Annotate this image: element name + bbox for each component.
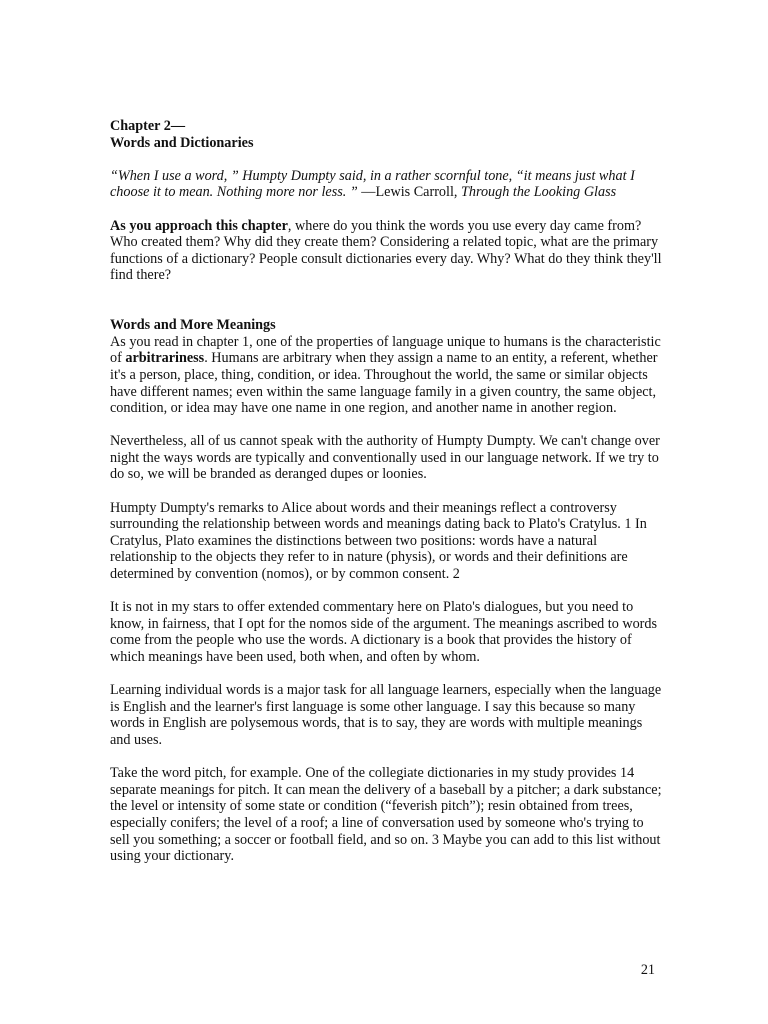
key-term: arbitrariness — [125, 350, 205, 367]
paragraph-nomos: It is not in my stars to offer extended commentary here on Plato's dialogues, but you need to know, in fairness, that I opt for the nomos side of the argument. The meanings ascribed to words come from the people who use the words. A dictionary is a book that provides the history of which meanings have been used, both when, and often by whom. — [110, 599, 658, 665]
document-page — [110, 118, 662, 881]
epigraph-source-title: Through the Looking Glass — [460, 184, 617, 201]
paragraph-humpty-authority: Nevertheless, all of us cannot speak with the authority of Humpty Dumpty. We can't change over night the ways words are typically and conventionally used in our language network. If we try to do so, we will be branded as deranged dupes or loonies. — [110, 433, 660, 483]
epigraph-quote: “When I use a word, ” Humpty Dumpty said, in a rather scornful tone, “it means just what I choose it to mean. Nothing more nor less. ” — [110, 167, 635, 201]
paragraph-text: As you read in chapter 1, one of the properties of language unique to humans is the characteristic of — [110, 333, 661, 367]
section-spacer — [110, 301, 662, 318]
section-heading: Words and More Meanings — [110, 317, 276, 334]
chapter-title: Words and Dictionaries — [110, 134, 254, 151]
chapter-number: Chapter 2— — [110, 118, 186, 134]
epigraph — [110, 168, 662, 201]
paragraph-polysemous: Learning individual words is a major task for all language learners, especially when the language is English and the learner's first language is some other language. I say this because so many words in English are polysemous words, that is to say, they are words with multiple meanings and uses. — [110, 682, 662, 748]
paragraph-cratylus: Humpty Dumpty's remarks to Alice about words and their meanings reflect a controversy surrounding the relationship between words and meanings dating back to Plato's Cratylus. 1 In Cratylus, Plato examines the distinctions between two positions: words have a natural relationship to the objects they refer to in nature (physis), or words and their definitions are determined by convention (nomos), or by common consent. 2 — [110, 499, 647, 583]
epigraph-attribution: —Lewis Carroll, — [357, 184, 461, 201]
paragraph-arbitrariness — [110, 334, 662, 417]
paragraph-pitch: Take the word pitch, for example. One of the collegiate dictionaries in my study provides 14 separate meanings for pitch. It can mean the delivery of a baseball by a pitcher; a dark substance; the level or intensity of some state or condition (“feverish pitch”); resin obtained from trees, especially conifers; the level of a roof; a line of conversation used by someone who's trying to sell you something; a soccer or football field, and so on. 3 Maybe you can add to this list without using your dictionary. — [110, 765, 662, 865]
paragraph-text: . Humans are arbitrary when they assign a name to an entity, a referent, whether it's a person, place, thing, condition, or idea. Throughout the world, the same or similar objects have different names; even within the same language family in a given country, the same object, condition, or idea may have one name in one region, and another name in another region. — [110, 350, 658, 417]
page-number: 21 — [640, 962, 655, 978]
intro-text: , where do you think the words you use every day came from? Who created them? Why did they create them? Considering a related topic, what are the primary functions of a dictionary? People consult dictionaries every day. Why? What do they think they'll find there? — [110, 217, 662, 284]
intro-lead: As you approach this chapter — [110, 217, 288, 234]
intro-paragraph — [110, 218, 662, 284]
